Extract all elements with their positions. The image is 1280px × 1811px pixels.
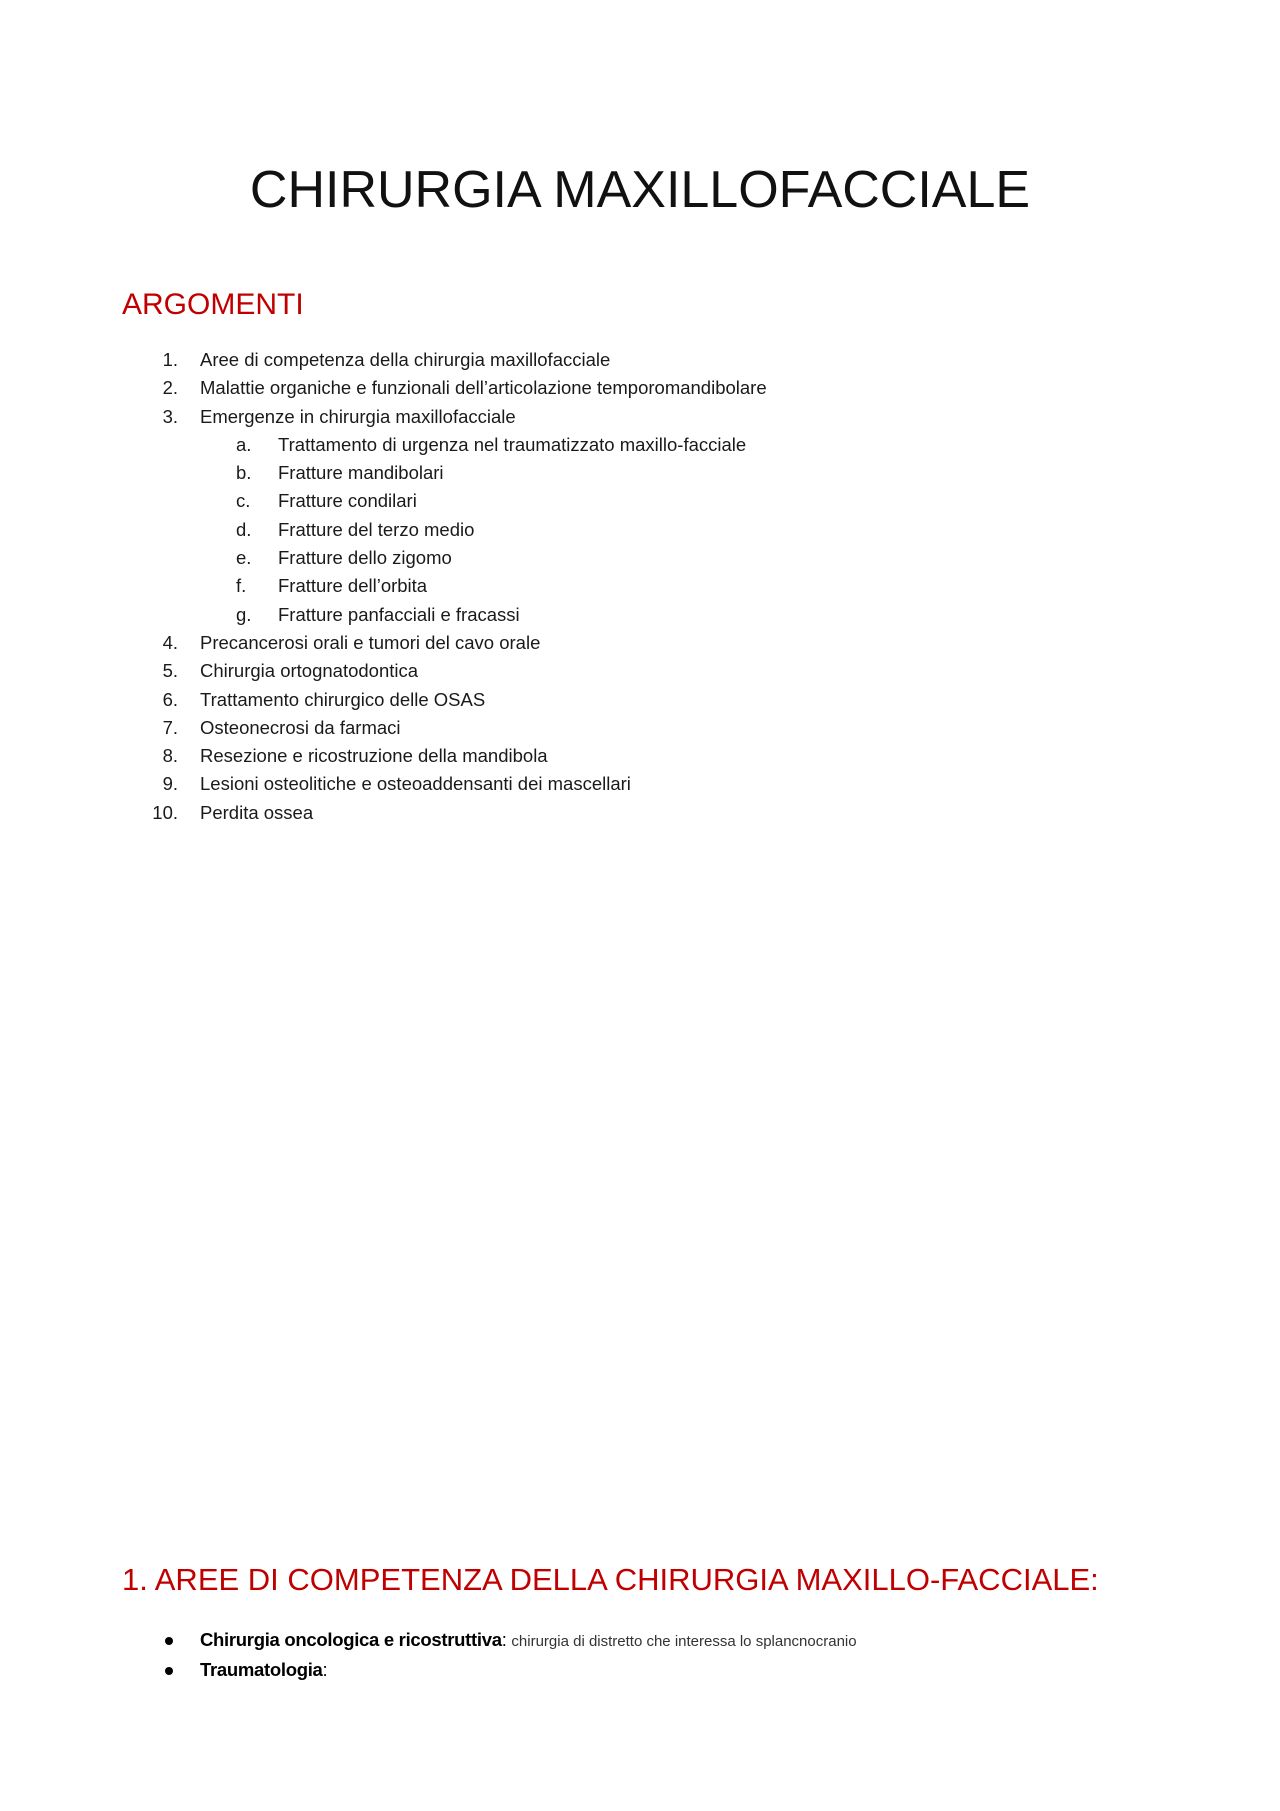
toc-subitem-letter: d. (236, 518, 252, 540)
bullet-label: Traumatologia (200, 1659, 323, 1680)
toc-subitem (0, 459, 1100, 487)
toc-item-text: Lesioni osteolitiche e osteoaddensanti dei mascellari (200, 773, 631, 795)
bullet-icon (165, 1667, 173, 1675)
toc-subitem-text: Fratture dello zigomo (278, 547, 452, 569)
toc-subitem-letter: a. (236, 433, 252, 455)
document-title: CHIRURGIA MAXILLOFACCIALE (249, 161, 1031, 219)
toc-item (0, 742, 1100, 770)
toc-item (0, 686, 1100, 714)
toc-item-number: 9. (162, 773, 178, 795)
toc-item-number: 10. (152, 801, 178, 823)
toc-subitem-text: Fratture del terzo medio (278, 518, 475, 540)
toc-item-text: Perdita ossea (200, 801, 314, 823)
toc-item-text: Resezione e ricostruzione della mandibola (200, 745, 548, 767)
table-of-contents (0, 346, 1100, 827)
toc-item-number: 1. (162, 349, 178, 370)
list-item (0, 1625, 1100, 1655)
toc-item-text: Trattamento chirurgico delle OSAS (200, 688, 486, 710)
toc-subitem (0, 572, 1100, 600)
toc-item (0, 799, 1100, 827)
toc-item-number: 8. (162, 745, 178, 767)
toc-subitem-text: Fratture mandibolari (278, 462, 444, 484)
toc-subitem-letter: f. (236, 575, 247, 597)
toc-subitem-letter: c. (236, 490, 251, 512)
toc-item-text: Aree di competenza della chirurgia maxillofacciale (200, 349, 611, 370)
toc-subitem-text: Trattamento di urgenza nel traumatizzato maxillo-facciale (278, 433, 747, 455)
bullet-colon: : (322, 1659, 328, 1680)
toc-item-number: 3. (162, 405, 178, 427)
toc-item-number: 5. (162, 660, 178, 682)
toc-item-number: 7. (162, 716, 178, 738)
bullet-label: Chirurgia oncologica e ricostruttiva (200, 1629, 502, 1650)
toc-subitem (0, 487, 1100, 515)
toc-subitem (0, 431, 1100, 459)
toc-subitem-text: Fratture condilari (278, 490, 417, 512)
toc-item (0, 403, 1100, 431)
toc-item-text: Malattie organiche e funzionali dell’articolazione temporomandibolare (200, 377, 767, 399)
toc-item (0, 657, 1100, 685)
toc-item (0, 714, 1100, 742)
toc-item-text: Precancerosi orali e tumori del cavo orale (200, 631, 541, 653)
toc-item (0, 346, 1100, 374)
toc-subitem-letter: b. (236, 462, 252, 484)
toc-heading: ARGOMENTI (122, 288, 304, 321)
toc-subitem (0, 601, 1100, 629)
toc-item-text: Chirurgia ortognatodontica (200, 660, 419, 682)
toc-subitem (0, 544, 1100, 572)
bullet-description: chirurgia di distretto che interessa lo splancnocranio (511, 1633, 857, 1650)
toc-item (0, 629, 1100, 657)
toc-subitem-text: Fratture panfacciali e fracassi (278, 603, 520, 625)
toc-subitem-text: Fratture dell’orbita (278, 575, 428, 597)
bullet-colon: : (501, 1629, 512, 1650)
list-item (0, 1655, 1100, 1685)
toc-item-text: Emergenze in chirurgia maxillofacciale (200, 405, 516, 427)
toc-item-number: 2. (162, 377, 178, 399)
section-heading: 1. AREE DI COMPETENZA DELLA CHIRURGIA MAXILLO-FACCIALE: (122, 1562, 1099, 1597)
toc-item-number: 6. (162, 688, 178, 710)
bullet-icon (165, 1637, 173, 1645)
toc-item-text: Osteonecrosi da farmaci (200, 716, 401, 738)
toc-subitem-letter: g. (236, 603, 252, 625)
toc-item (0, 770, 1100, 798)
toc-subitem (0, 516, 1100, 544)
toc-subitem-letter: e. (236, 547, 252, 569)
toc-item (0, 374, 1100, 402)
bullet-list (0, 1625, 1100, 1685)
toc-item-number: 4. (162, 631, 178, 653)
